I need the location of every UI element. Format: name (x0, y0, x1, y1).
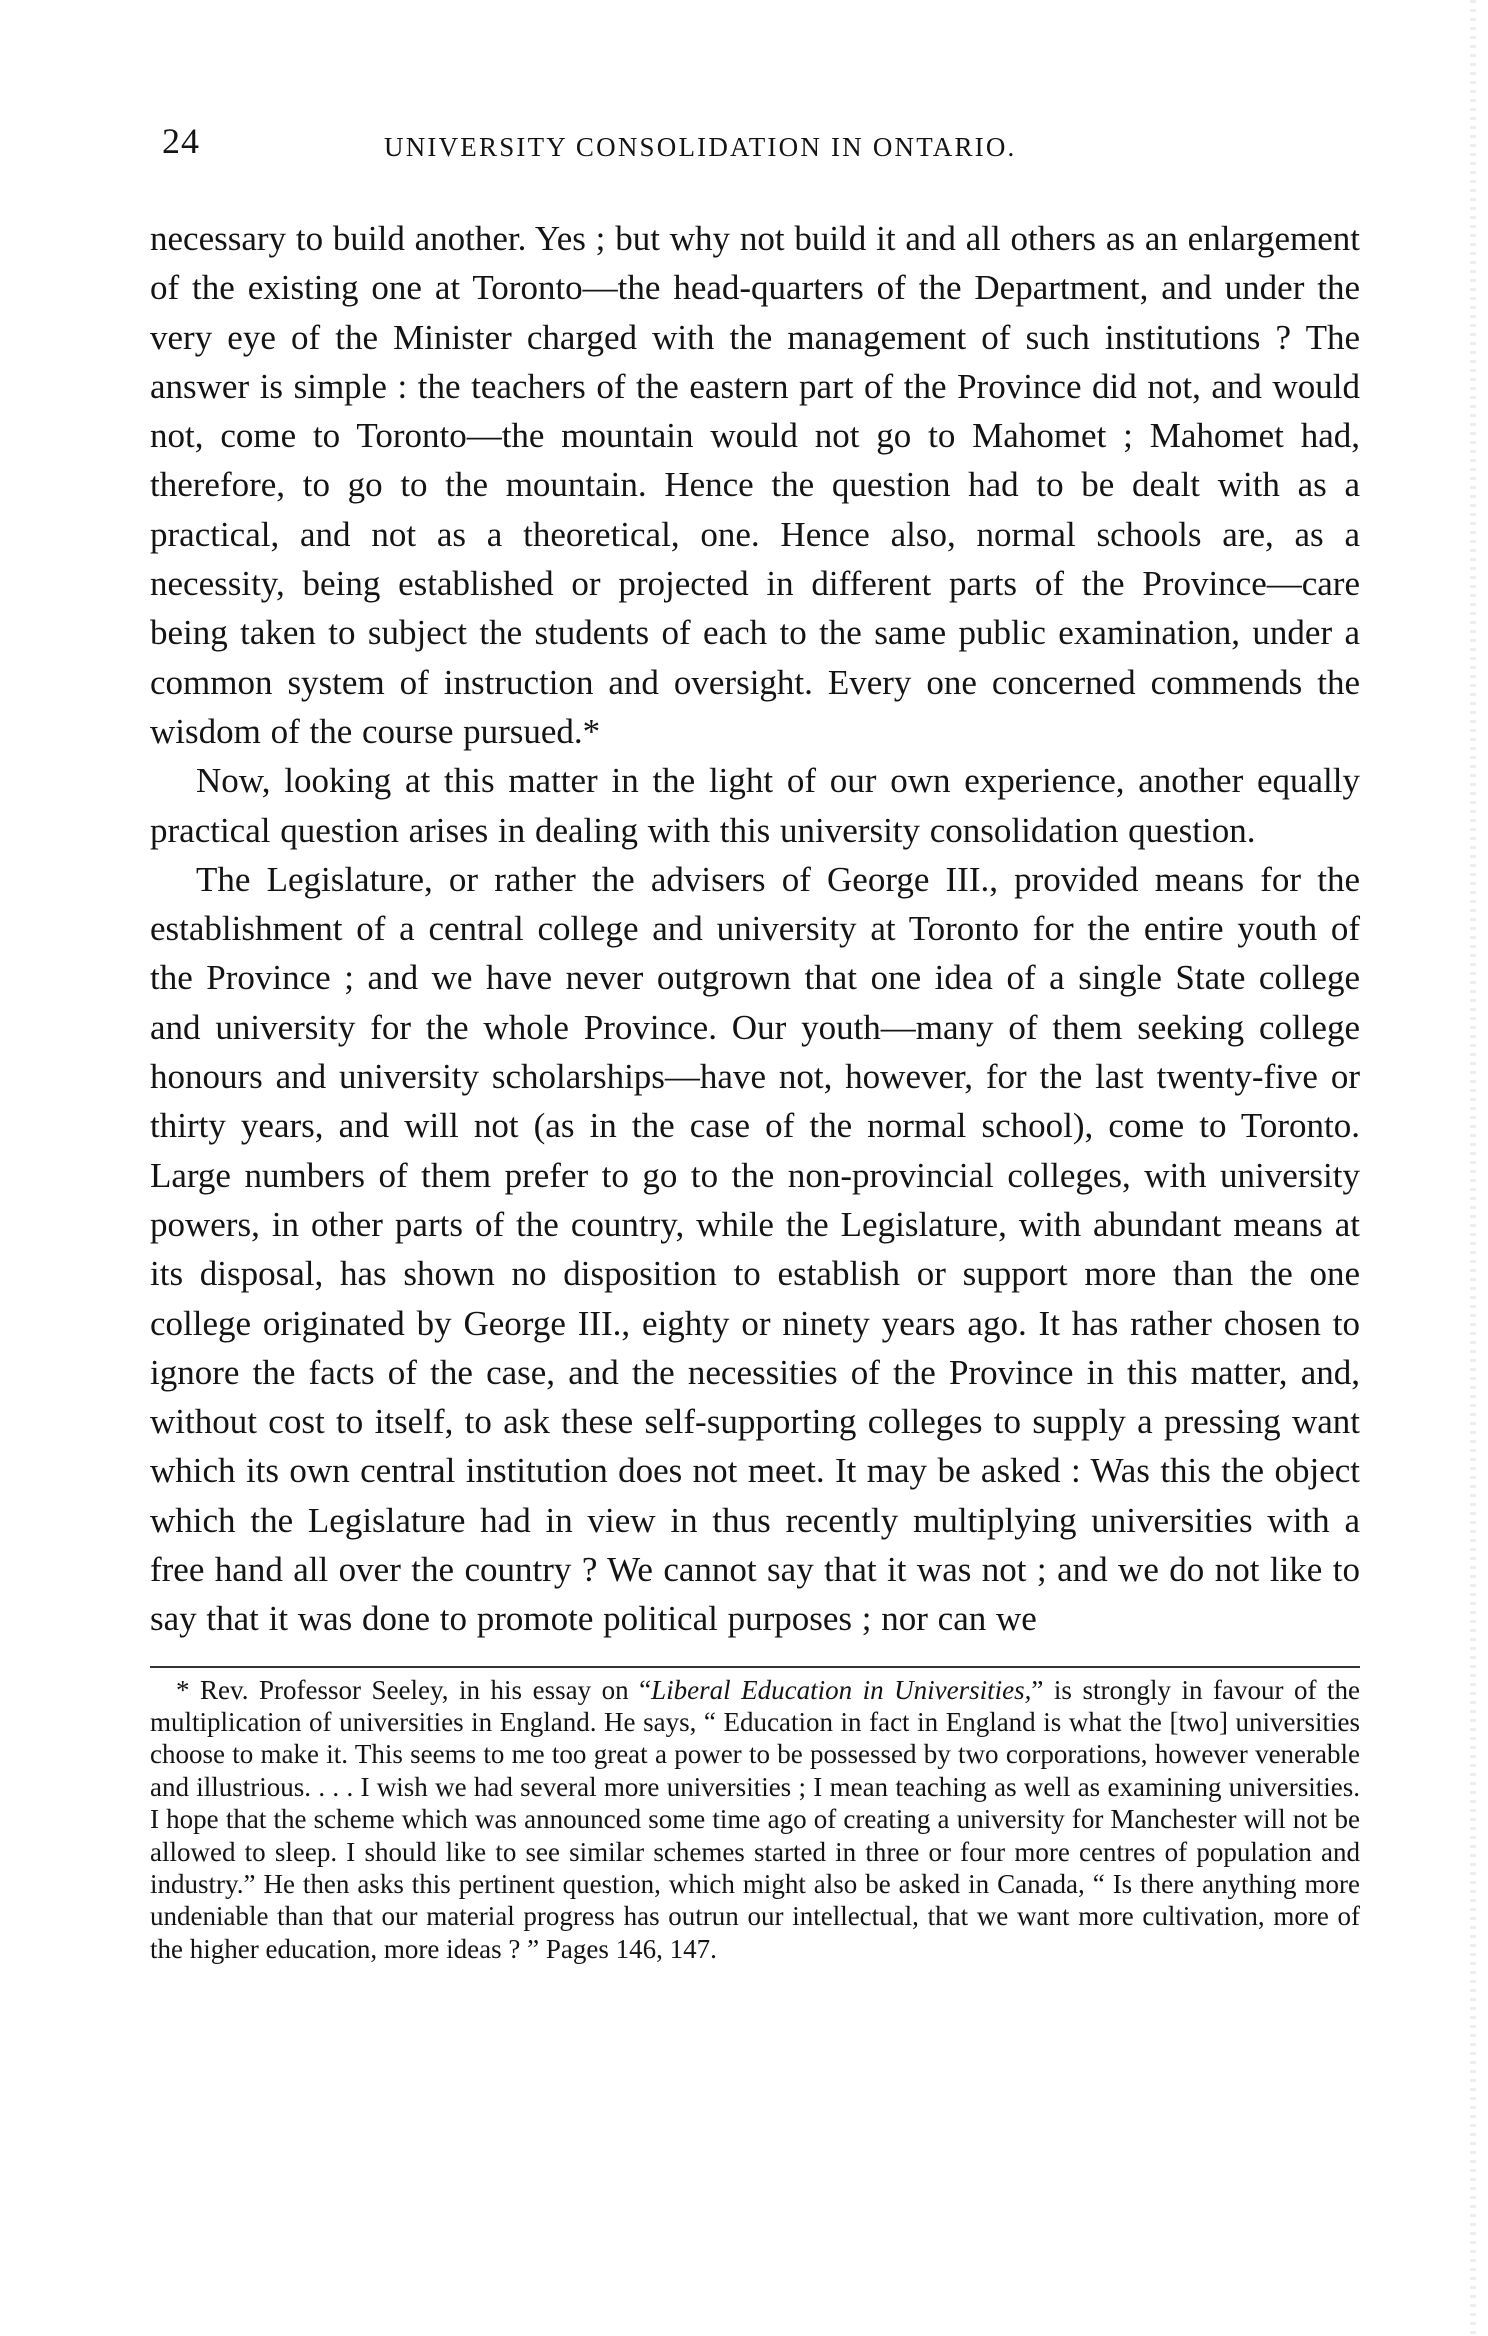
paragraph: Now, looking at this matter in the light of our own experience, another equally practical question arises in dealing with this university consolidation question. (150, 761, 1360, 850)
footnote-text-start: * Rev. Professor Seeley, in his essay on “ (176, 1674, 652, 1705)
footnote-essay-title: Liberal Education in Universities, (651, 1674, 1032, 1705)
scan-edge-artifact (1470, 0, 1476, 2336)
footnote-text-rest: ” is strongly in favour of the multiplication of universities in England. He says, “ Education in fact in England is what the [two] universities choose to make it. This seems to me too great a power to be possessed by two corporations, however venerable and illustrious. . . . I wish we had several more universities ; I mean teaching as well as examining universities. I hope that the scheme which was announced some time ago of creating a university for Manchester will not be allowed to sleep. I should like to see similar schemes started in three or four more centres of population and industry.” He then asks this pertinent question, which might also be asked in Canada, “ Is there anything more undeniable than that our material progress has outrun our intellectual, that we want more cultivation, more of the higher education, more ideas ? ” Pages 146, 147. (150, 1674, 1360, 1964)
book-page (150, 120, 1360, 1965)
footnote (150, 1674, 1360, 1966)
paragraph: The Legislature, or rather the advisers of George III., provided means for the establishment of a central college and university at Toronto for the entire youth of the Province ; and we have never outgrown that one idea of a single State college and university for the whole Province. Our youth—many of them seeking college honours and university scholarships—have not, however, for the last twenty-five or thirty years, and will not (as in the case of the normal school), come to Toronto. Large numbers of them prefer to go to the non-provincial colleges, with university powers, in other parts of the country, while the Legislature, with abundant means at its disposal, has shown no disposition to establish or support more than the one college originated by George III., eighty or ninety years ago. It has rather chosen to ignore the facts of the case, and the necessities of the Province in this matter, and, without cost to itself, to ask these self-supporting colleges to supply a pressing want which its own central institution does not meet. It may be asked : Was this the object which the Legislature had in view in thus recently multiplying universities with a free hand all over the country ? We cannot say that it was not ; and we do not like to say that it was done to promote political purposes ; nor can we (150, 859, 1360, 1639)
footnote-divider (150, 1666, 1360, 1668)
running-title: UNIVERSITY CONSOLIDATION IN ONTARIO. (384, 132, 1017, 162)
body-text (150, 214, 1360, 1644)
paragraph-continued: necessary to build another. Yes ; but why not build it and all others as an enlargement of the existing one at Toronto—the head-quarters of the Department, and under the very eye of the Minister charged with the management of such institutions ? The answer is simple : the teachers of the eastern part of the Province did not, and would not, come to Toronto—the mountain would not go to Mahomet ; Mahomet had, therefore, to go to the mountain. Hence the question had to be dealt with as a practical, and not as a theoretical, one. Hence also, normal schools are, as a necessity, being established or projected in different parts of the Province—care being taken to subject the students of each to the same public examination, under a common system of instruction and oversight. Every one concerned commends the wisdom of the course pursued.* (150, 219, 1360, 751)
running-head (150, 120, 1360, 180)
page-number: 24 (162, 121, 200, 161)
